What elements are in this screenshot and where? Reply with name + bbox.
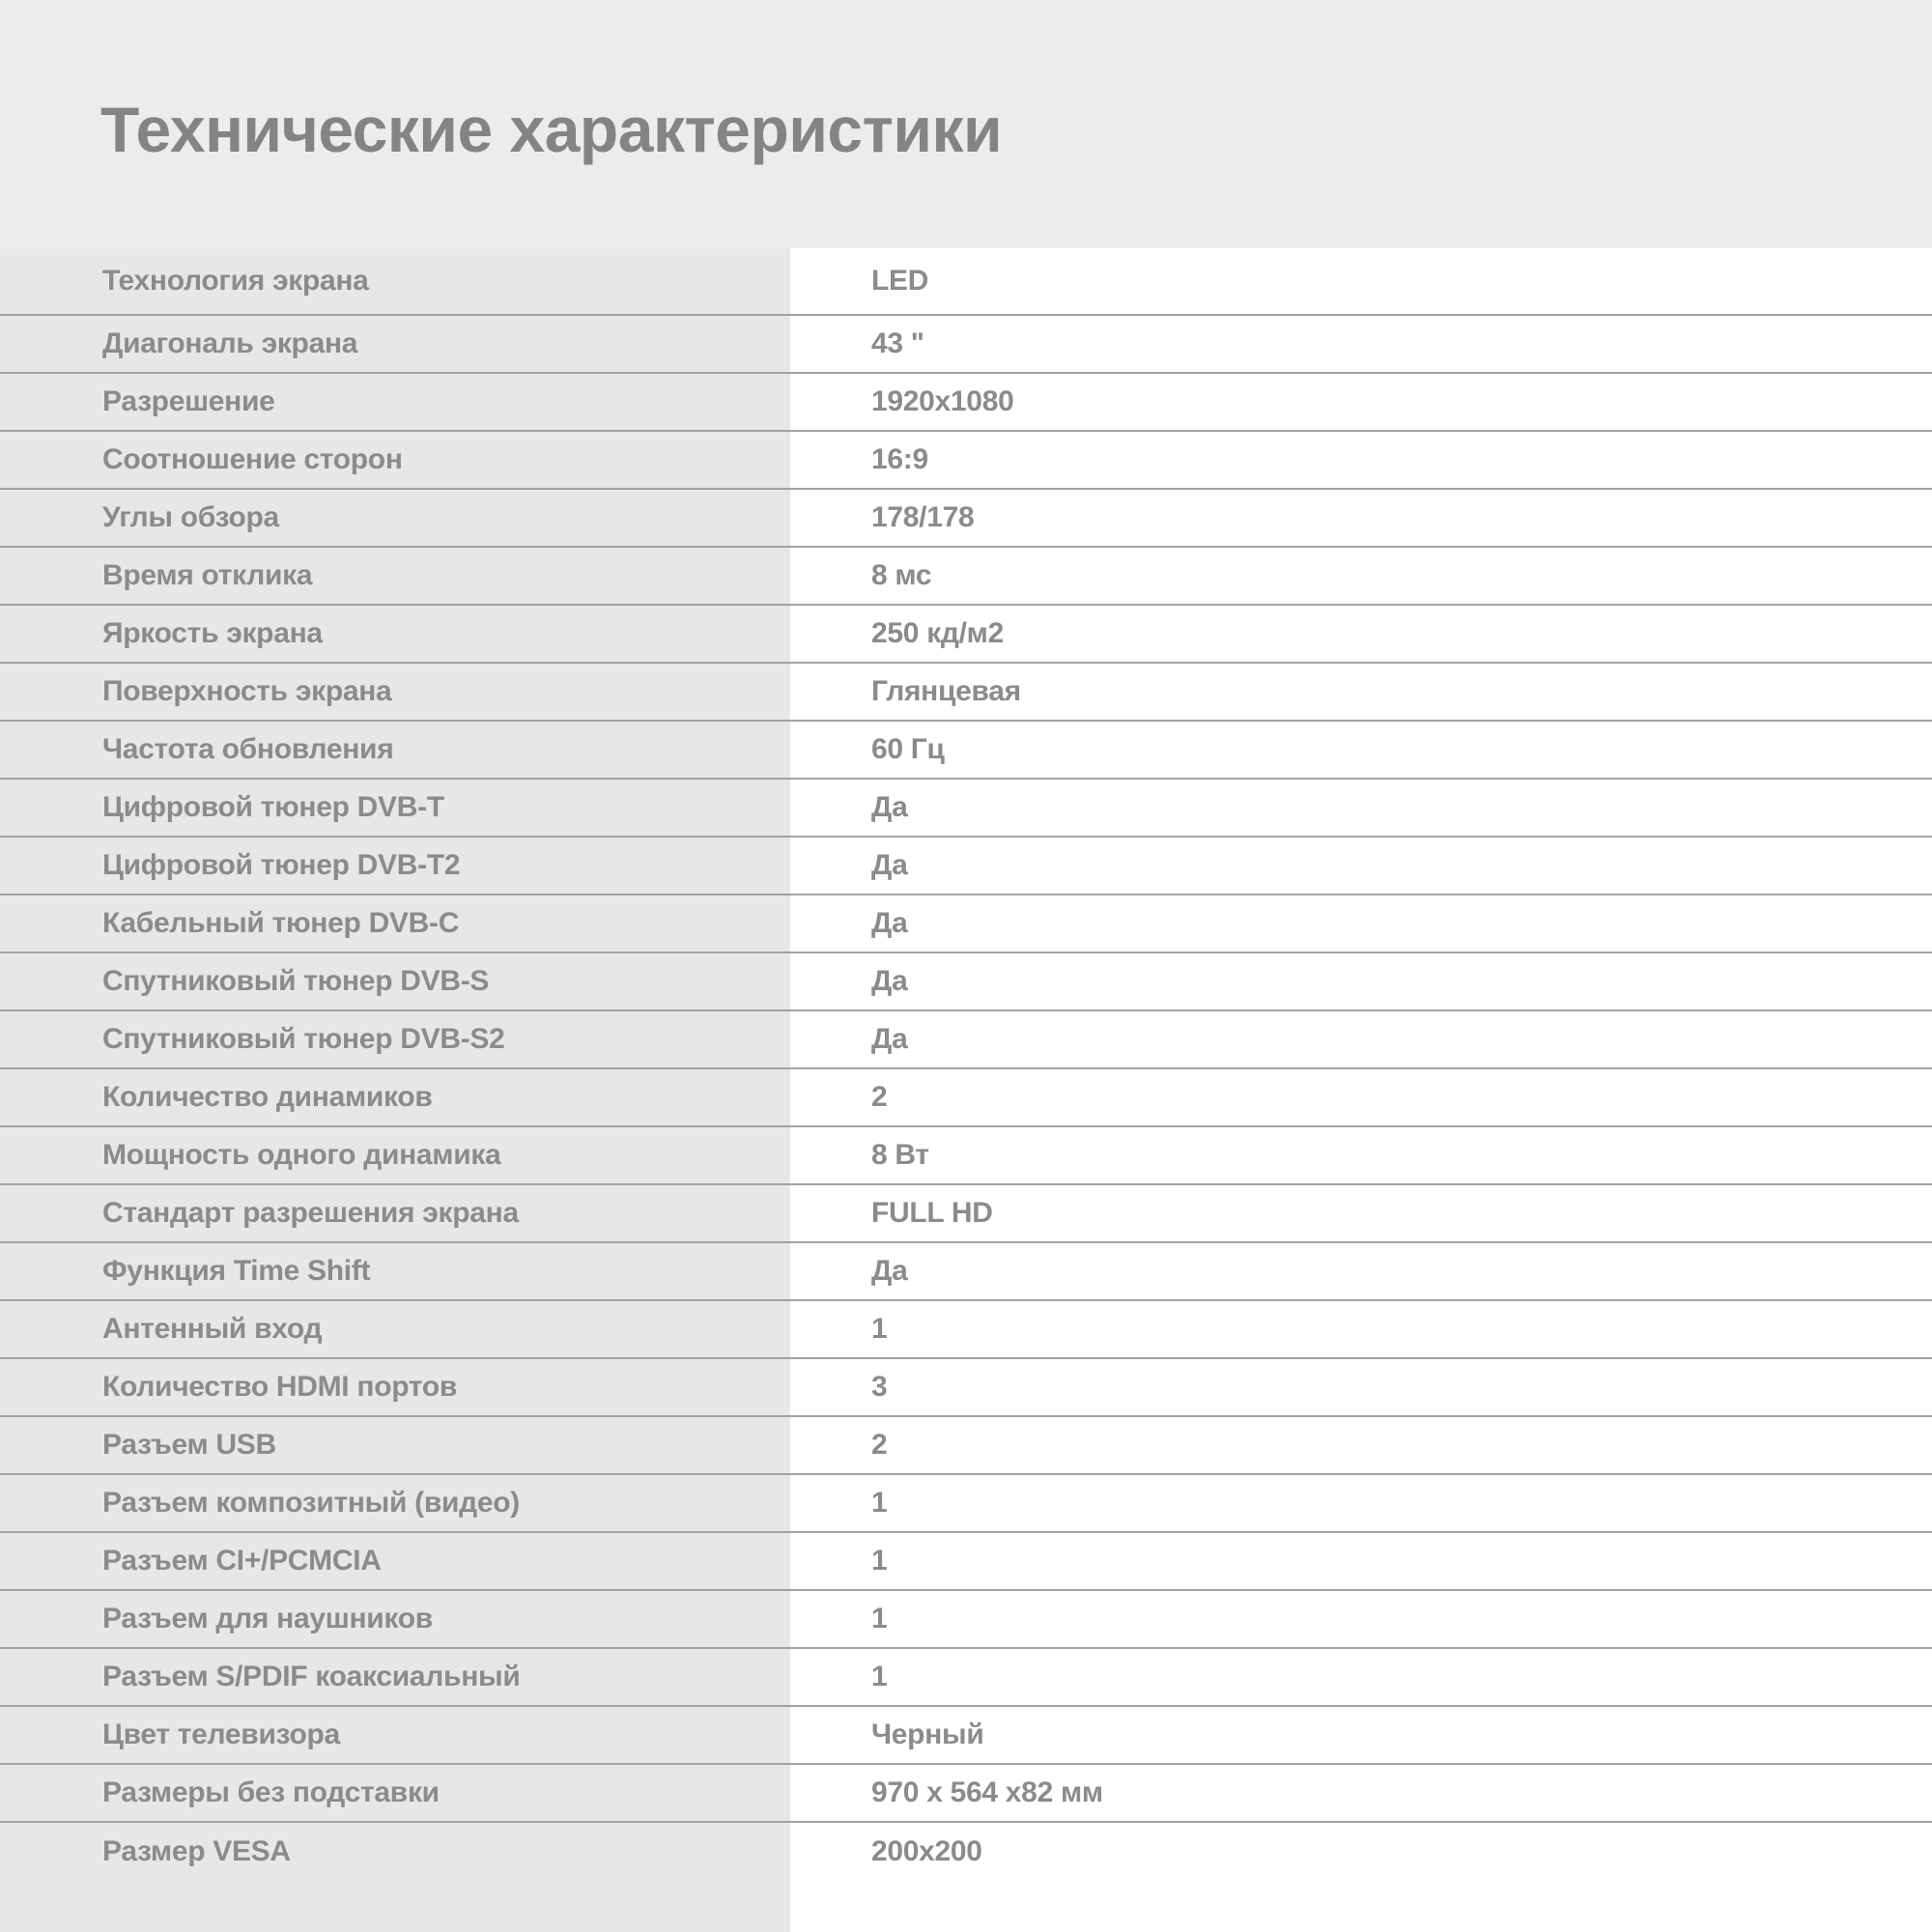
spec-label: Функция Time Shift xyxy=(102,1255,371,1287)
spec-value: LED xyxy=(871,265,929,297)
spec-label: Мощность одного динамика xyxy=(102,1139,501,1171)
spec-row xyxy=(0,1127,1932,1185)
spec-value: 250 кд/м2 xyxy=(871,617,1004,649)
spec-label: Цвет телевизора xyxy=(102,1719,340,1750)
spec-row xyxy=(0,1823,1932,1881)
spec-row xyxy=(0,780,1932,838)
spec-row xyxy=(0,248,1932,316)
spec-label: Стандарт разрешения экрана xyxy=(102,1197,519,1229)
spec-value: 2 xyxy=(871,1081,888,1113)
spec-value: Да xyxy=(871,1023,908,1055)
spec-label: Частота обновления xyxy=(102,733,394,765)
spec-value: 1 xyxy=(871,1661,888,1692)
spec-label: Количество HDMI портов xyxy=(102,1371,458,1403)
spec-value: 1 xyxy=(871,1487,888,1519)
spec-label: Размеры без подставки xyxy=(102,1776,440,1808)
page-title: Технические характеристики xyxy=(100,94,1003,165)
spec-value: Да xyxy=(871,1255,908,1287)
spec-row xyxy=(0,374,1932,432)
spec-value: 3 xyxy=(871,1371,888,1403)
spec-label: Разъем для наушников xyxy=(102,1603,433,1634)
spec-value: 43 " xyxy=(871,327,924,359)
spec-row xyxy=(0,1591,1932,1649)
spec-value: Глянцевая xyxy=(871,675,1021,707)
spec-row xyxy=(0,1475,1932,1533)
spec-row xyxy=(0,1359,1932,1417)
spec-row xyxy=(0,1765,1932,1823)
spec-label: Поверхность экрана xyxy=(102,675,392,707)
spec-value: 1 xyxy=(871,1313,888,1345)
spec-row xyxy=(0,606,1932,664)
spec-value: 1920x1080 xyxy=(871,385,1014,417)
spec-value: 200x200 xyxy=(871,1835,982,1867)
spec-row xyxy=(0,316,1932,374)
spec-row xyxy=(0,548,1932,606)
spec-row xyxy=(0,432,1932,490)
spec-row xyxy=(0,838,1932,895)
spec-label: Спутниковый тюнер DVB-S2 xyxy=(102,1023,505,1055)
spec-value: Да xyxy=(871,849,908,881)
spec-label: Разрешение xyxy=(102,385,275,417)
spec-label: Разъем USB xyxy=(102,1429,276,1461)
spec-label: Разъем композитный (видео) xyxy=(102,1487,520,1519)
spec-row xyxy=(0,1301,1932,1359)
spec-row xyxy=(0,1417,1932,1475)
spec-row xyxy=(0,1011,1932,1069)
spec-label: Количество динамиков xyxy=(102,1081,433,1113)
spec-value: 1 xyxy=(871,1545,888,1577)
spec-label: Технология экрана xyxy=(102,265,369,297)
spec-label: Диагональ экрана xyxy=(102,327,358,359)
spec-value: 2 xyxy=(871,1429,888,1461)
spec-label: Яркость экрана xyxy=(102,617,323,649)
spec-label: Время отклика xyxy=(102,559,313,591)
spec-row xyxy=(0,1243,1932,1301)
spec-value: 60 Гц xyxy=(871,733,945,765)
spec-label: Соотношение сторон xyxy=(102,443,403,475)
spec-label: Антенный вход xyxy=(102,1313,323,1345)
spec-row xyxy=(0,1649,1932,1707)
spec-value: 8 мс xyxy=(871,559,932,591)
spec-label: Размер VESA xyxy=(102,1835,291,1867)
spec-label: Цифровой тюнер DVB-T xyxy=(102,791,444,823)
spec-label: Кабельный тюнер DVB-C xyxy=(102,907,460,939)
spec-value: 16:9 xyxy=(871,443,928,475)
spec-value: FULL HD xyxy=(871,1197,993,1229)
spec-value: Черный xyxy=(871,1719,984,1750)
spec-value: 970 x 564 x82 мм xyxy=(871,1776,1103,1808)
spec-row xyxy=(0,1185,1932,1243)
spec-table xyxy=(0,248,1932,1932)
spec-value: Да xyxy=(871,791,908,823)
spec-value: Да xyxy=(871,907,908,939)
spec-row xyxy=(0,664,1932,722)
spec-row xyxy=(0,490,1932,548)
spec-row xyxy=(0,1707,1932,1765)
spec-value: 8 Вт xyxy=(871,1139,929,1171)
spec-label: Разъем S/PDIF коаксиальный xyxy=(102,1661,521,1692)
spec-row xyxy=(0,1533,1932,1591)
spec-row xyxy=(0,1069,1932,1127)
spec-label: Цифровой тюнер DVB-T2 xyxy=(102,849,461,881)
spec-rows-container xyxy=(0,248,1932,1881)
spec-row xyxy=(0,895,1932,953)
spec-value: 178/178 xyxy=(871,501,975,533)
spec-label: Углы обзора xyxy=(102,501,279,533)
spec-value: 1 xyxy=(871,1603,888,1634)
spec-label: Разъем CI+/PCMCIA xyxy=(102,1545,382,1577)
spec-value: Да xyxy=(871,965,908,997)
spec-row xyxy=(0,953,1932,1011)
spec-row xyxy=(0,722,1932,780)
spec-label: Спутниковый тюнер DVB-S xyxy=(102,965,490,997)
